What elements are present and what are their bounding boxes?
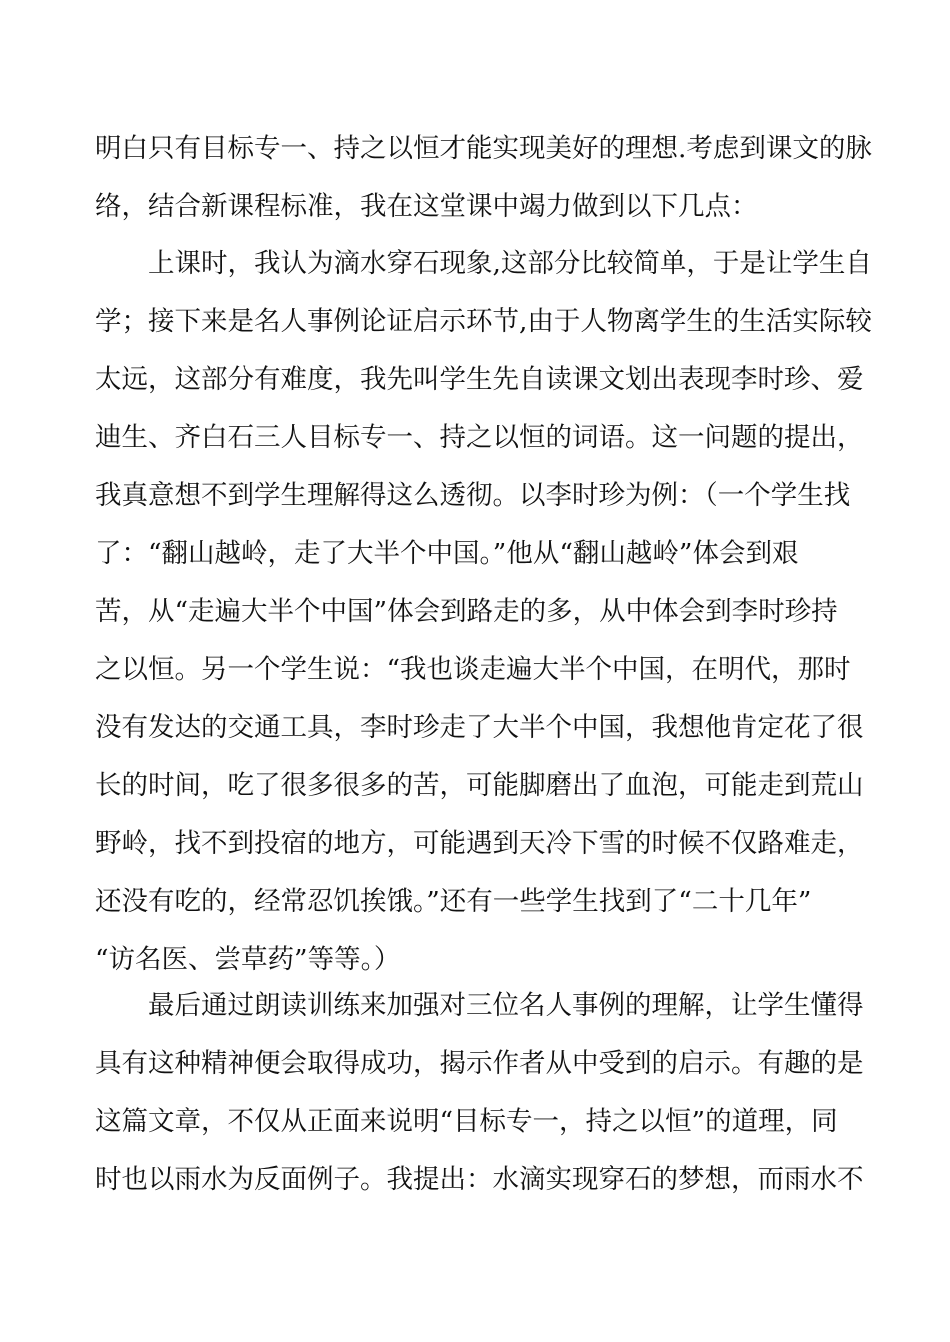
text-line: 还没有吃的，经常忍饥挨饿。”还有一些学生找到了“二十几年” [95, 886, 812, 917]
text-line: 之以恒。另一个学生说：“我也谈走遍大半个中国，在明代，那时 [95, 654, 851, 685]
text-line: 长的时间，吃了很多很多的苦，可能脚磨出了血泡，可能走到荒山 [95, 770, 864, 801]
text-line: 太远，这部分有难度，我先叫学生先自读课文划出表现李时珍、爱 [95, 364, 864, 395]
text-line: 明白只有目标专一、持之以恒才能实现美好的理想.考虑到课文的脉 [95, 133, 872, 164]
text-line: 这篇文章，不仅从正面来说明“目标专一，持之以恒”的道理，同 [95, 1106, 838, 1137]
text-line: “访名医、尝草药”等等。） [95, 944, 401, 975]
text-line: 没有发达的交通工具，李时珍走了大半个中国，我想他肯定花了很 [95, 712, 864, 743]
text-line: 了：“翻山越岭，走了大半个中国。”他从“翻山越岭”体会到艰 [95, 538, 799, 569]
document-body [95, 0, 872, 1342]
text-line: 具有这种精神便会取得成功，揭示作者从中受到的启示。有趣的是 [95, 1048, 864, 1079]
text-line: 迪生、齐白石三人目标专一、持之以恒的词语。这一问题的提出， [95, 422, 864, 453]
text-line: 最后通过朗读训练来加强对三位名人事例的理解，让学生懂得 [148, 990, 864, 1021]
text-line: 时也以雨水为反面例子。我提出：水滴实现穿石的梦想，而雨水不 [95, 1164, 864, 1195]
text-line: 野岭，找不到投宿的地方，可能遇到天冷下雪的时候不仅路难走， [95, 828, 864, 859]
text-line: 苦，从“走遍大半个中国”体会到路走的多，从中体会到李时珍持 [95, 596, 838, 627]
text-line: 上课时，我认为滴水穿石现象,这部分比较简单，于是让学生自 [148, 248, 872, 279]
text-line: 学；接下来是名人事例论证启示环节,由于人物离学生的生活实际较 [95, 306, 872, 337]
text-line: 我真意想不到学生理解得这么透彻。以李时珍为例：（一个学生找 [95, 480, 851, 511]
text-line: 络，结合新课程标准，我在这堂课中竭力做到以下几点： [95, 191, 758, 222]
